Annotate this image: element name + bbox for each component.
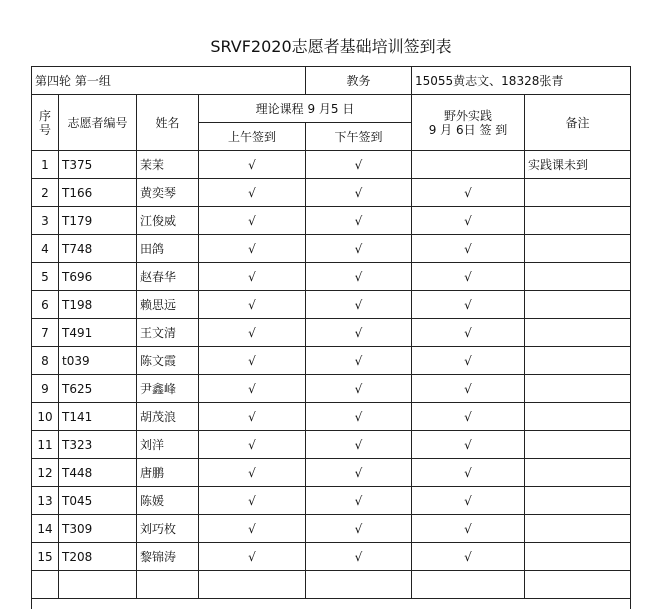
table-row xyxy=(32,319,631,347)
cell-field-check: √ xyxy=(412,347,525,375)
cell-morning-check: √ xyxy=(199,487,306,515)
cell-morning-check: √ xyxy=(199,375,306,403)
cell-morning-check: √ xyxy=(199,515,306,543)
cell-volunteer-id: T208 xyxy=(59,543,137,571)
table-row xyxy=(32,179,631,207)
cell-remark xyxy=(525,291,631,319)
header-row-top xyxy=(32,95,631,123)
table-row xyxy=(32,207,631,235)
cell-remark xyxy=(525,263,631,291)
cell-remark xyxy=(525,235,631,263)
header-afternoon: 下午签到 xyxy=(306,123,412,151)
cell-remark xyxy=(525,431,631,459)
cell-name: 茉茉 xyxy=(137,151,199,179)
header-seq-bottom: 号 xyxy=(38,122,51,137)
cell-volunteer-id: T179 xyxy=(59,207,137,235)
cell-no: 13 xyxy=(32,487,59,515)
cell-afternoon-check: √ xyxy=(306,403,412,431)
header-field xyxy=(412,95,525,151)
cell-name: 唐鹏 xyxy=(137,459,199,487)
header-seq xyxy=(32,95,59,151)
cell-morning-check: √ xyxy=(199,347,306,375)
header-field-bottom: 9 月 6日 签 到 xyxy=(428,122,508,137)
table-row xyxy=(32,543,631,571)
cell-afternoon-check: √ xyxy=(306,515,412,543)
cell-no: 2 xyxy=(32,179,59,207)
cell-volunteer-id: T748 xyxy=(59,235,137,263)
cell-volunteer-id: T625 xyxy=(59,375,137,403)
cell-morning-check: √ xyxy=(199,319,306,347)
table-row xyxy=(32,459,631,487)
affairs-label: 教务 xyxy=(306,67,412,95)
cell-no: 11 xyxy=(32,431,59,459)
cell-field-check xyxy=(412,151,525,179)
cell-field-check: √ xyxy=(412,179,525,207)
group-label: 第四轮 第一组 xyxy=(32,67,306,95)
cell-morning-check: √ xyxy=(199,179,306,207)
header-seq-top: 序 xyxy=(38,108,51,123)
cell-name: 江俊威 xyxy=(137,207,199,235)
cell-remark xyxy=(525,515,631,543)
cell-no: 5 xyxy=(32,263,59,291)
sign-in-table xyxy=(31,66,631,609)
cell-morning-check: √ xyxy=(199,431,306,459)
cell-volunteer-id: T309 xyxy=(59,515,137,543)
cell-afternoon-check: √ xyxy=(306,291,412,319)
cell-remark xyxy=(525,487,631,515)
cell-remark xyxy=(525,543,631,571)
cell-no: 7 xyxy=(32,319,59,347)
cell-afternoon-check: √ xyxy=(306,235,412,263)
table-row xyxy=(32,235,631,263)
cell-afternoon-check: √ xyxy=(306,347,412,375)
cell-name: 黎锦涛 xyxy=(137,543,199,571)
cell-field-check: √ xyxy=(412,207,525,235)
cell-name: 尹鑫峰 xyxy=(137,375,199,403)
cell-field-check: √ xyxy=(412,291,525,319)
table-row xyxy=(32,487,631,515)
cell-remark xyxy=(525,403,631,431)
cell-morning-check: √ xyxy=(199,403,306,431)
cell-field-check: √ xyxy=(412,235,525,263)
cell-name: 赖思远 xyxy=(137,291,199,319)
cell-volunteer-id: T491 xyxy=(59,319,137,347)
partial-row xyxy=(32,599,631,609)
cell-name: 黄奕琴 xyxy=(137,179,199,207)
cell-remark xyxy=(525,459,631,487)
cell-no: 1 xyxy=(32,151,59,179)
header-field-top: 野外实践 xyxy=(443,108,492,123)
table-row xyxy=(32,431,631,459)
cell-afternoon-check: √ xyxy=(306,459,412,487)
header-theory: 理论课程 9 月5 日 xyxy=(199,95,412,123)
cell-no: 6 xyxy=(32,291,59,319)
cell-field-check: √ xyxy=(412,487,525,515)
header-remark: 备注 xyxy=(525,95,631,151)
cell-field-check: √ xyxy=(412,375,525,403)
cell-morning-check: √ xyxy=(199,207,306,235)
cell-afternoon-check: √ xyxy=(306,179,412,207)
cell-no: 8 xyxy=(32,347,59,375)
cell-field-check: √ xyxy=(412,515,525,543)
table-row xyxy=(32,151,631,179)
cell-morning-check: √ xyxy=(199,291,306,319)
cell-name: 陈媛 xyxy=(137,487,199,515)
header-volunteer-id: 志愿者编号 xyxy=(59,95,137,151)
cell-no: 4 xyxy=(32,235,59,263)
cell-remark xyxy=(525,319,631,347)
cell-remark xyxy=(525,375,631,403)
cell-volunteer-id: T448 xyxy=(59,459,137,487)
cell-name: 王文清 xyxy=(137,319,199,347)
cell-volunteer-id: T198 xyxy=(59,291,137,319)
cell-field-check: √ xyxy=(412,459,525,487)
cell-no: 12 xyxy=(32,459,59,487)
cell-name: 陈文霞 xyxy=(137,347,199,375)
sheet-title: SRVF2020志愿者基础培训签到表 xyxy=(210,37,452,56)
cell-remark xyxy=(525,347,631,375)
cell-remark: 实践课未到 xyxy=(525,151,631,179)
cell-afternoon-check: √ xyxy=(306,487,412,515)
cell-no: 15 xyxy=(32,543,59,571)
table-row xyxy=(32,347,631,375)
cell-name: 田鸽 xyxy=(137,235,199,263)
cell-afternoon-check: √ xyxy=(306,431,412,459)
cell-volunteer-id: T696 xyxy=(59,263,137,291)
cell-name: 胡茂浪 xyxy=(137,403,199,431)
info-row xyxy=(32,67,631,95)
cell-volunteer-id: T141 xyxy=(59,403,137,431)
cell-volunteer-id: T166 xyxy=(59,179,137,207)
cell-morning-check: √ xyxy=(199,235,306,263)
cell-name: 刘洋 xyxy=(137,431,199,459)
cell-no: 10 xyxy=(32,403,59,431)
cell-volunteer-id: T045 xyxy=(59,487,137,515)
table-row xyxy=(32,403,631,431)
cell-field-check: √ xyxy=(412,319,525,347)
cell-no: 14 xyxy=(32,515,59,543)
cell-field-check: √ xyxy=(412,431,525,459)
table-row xyxy=(32,515,631,543)
table-row xyxy=(32,263,631,291)
cell-field-check: √ xyxy=(412,263,525,291)
cell-afternoon-check: √ xyxy=(306,375,412,403)
cell-field-check: √ xyxy=(412,543,525,571)
cell-remark xyxy=(525,179,631,207)
table-row xyxy=(32,375,631,403)
table-row xyxy=(32,291,631,319)
cell-afternoon-check: √ xyxy=(306,319,412,347)
cell-volunteer-id: T375 xyxy=(59,151,137,179)
cell-morning-check: √ xyxy=(199,543,306,571)
cell-no: 9 xyxy=(32,375,59,403)
cell-volunteer-id: t039 xyxy=(59,347,137,375)
cell-name: 赵春华 xyxy=(137,263,199,291)
cell-afternoon-check: √ xyxy=(306,263,412,291)
header-morning: 上午签到 xyxy=(199,123,306,151)
cell-morning-check: √ xyxy=(199,151,306,179)
cell-field-check: √ xyxy=(412,403,525,431)
cell-morning-check: √ xyxy=(199,459,306,487)
cell-afternoon-check: √ xyxy=(306,207,412,235)
cell-remark xyxy=(525,207,631,235)
header-name: 姓名 xyxy=(137,95,199,151)
empty-row xyxy=(32,571,631,599)
cell-afternoon-check: √ xyxy=(306,151,412,179)
affairs-value: 15055黄志文、18328张青 xyxy=(412,67,631,95)
cell-volunteer-id: T323 xyxy=(59,431,137,459)
cell-no: 3 xyxy=(32,207,59,235)
cell-afternoon-check: √ xyxy=(306,543,412,571)
cell-morning-check: √ xyxy=(199,263,306,291)
cell-name: 刘巧枚 xyxy=(137,515,199,543)
